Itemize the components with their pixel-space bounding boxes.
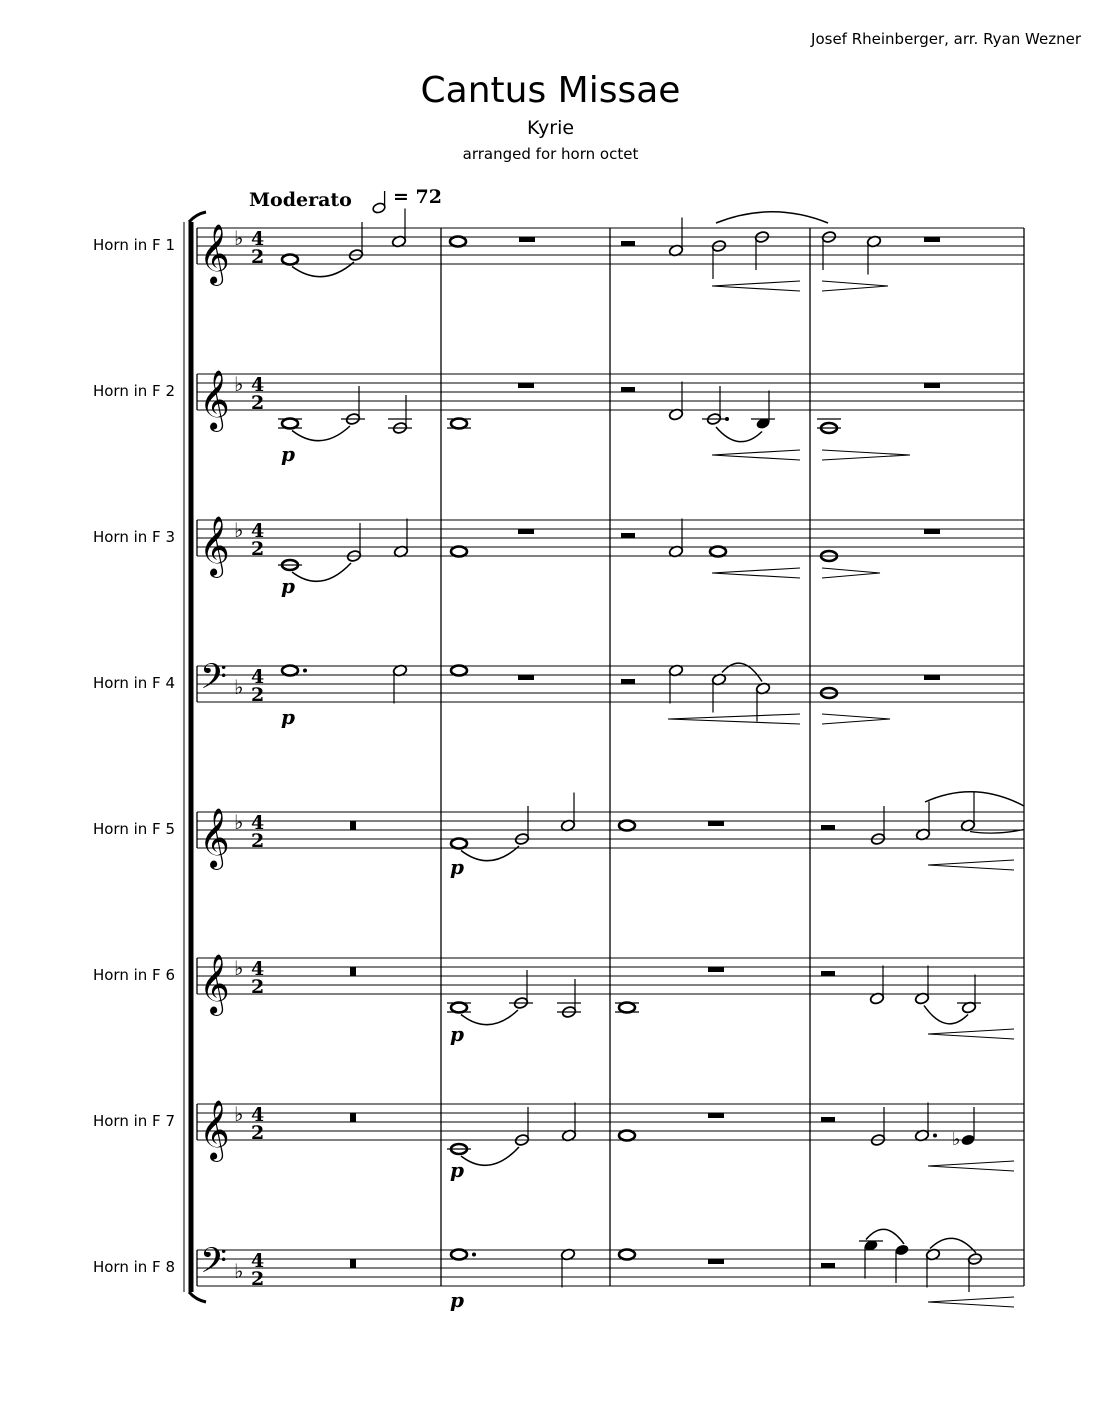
whole-note <box>451 839 467 849</box>
time-signature-denominator: 2 <box>251 684 265 706</box>
time-signature-denominator: 2 <box>251 246 265 268</box>
part-label: Horn in F 7 <box>92 1112 175 1130</box>
crescendo-hairpin <box>928 1029 1014 1039</box>
part-label: Horn in F 5 <box>92 820 175 838</box>
flat-icon: ♭ <box>234 810 244 834</box>
whole-note <box>451 1250 467 1260</box>
flat-icon: ♭ <box>234 1259 244 1283</box>
metronome-marking: = 72 <box>393 186 442 208</box>
whole-rest <box>519 237 535 242</box>
half-rest <box>621 241 635 246</box>
score-title: Cantus Missae <box>420 70 681 111</box>
whole-rest <box>518 529 534 534</box>
crescendo-hairpin <box>712 568 800 578</box>
treble-clef-icon: 𝄞 <box>199 370 230 430</box>
treble-clef-icon: 𝄞 <box>199 1100 230 1160</box>
time-signature-numerator: 4 <box>251 374 265 396</box>
whole-rest <box>708 1259 724 1264</box>
dynamic-piano: p <box>450 1158 464 1182</box>
treble-clef-icon: 𝄞 <box>199 808 230 868</box>
flat-icon: ♭ <box>234 675 244 699</box>
diminuendo-hairpin <box>822 450 910 460</box>
part-label: Horn in F 1 <box>92 236 175 254</box>
time-signature-denominator: 2 <box>251 1122 265 1144</box>
part-label: Horn in F 3 <box>92 528 175 546</box>
diminuendo-hairpin <box>822 568 880 578</box>
whole-rest <box>708 821 724 826</box>
whole-note <box>450 237 466 247</box>
time-signature-numerator: 4 <box>251 958 265 980</box>
augmentation-dot <box>303 669 307 673</box>
whole-rest <box>924 529 940 534</box>
flat-icon: ♭ <box>234 518 244 542</box>
whole-rest <box>518 383 534 388</box>
half-rest <box>621 387 635 392</box>
flat-icon: ♭ <box>234 1102 244 1126</box>
dynamic-piano: p <box>281 442 295 466</box>
treble-clef-icon: 𝄞 <box>199 516 230 576</box>
flat-icon: ♭ <box>952 1129 961 1150</box>
time-signature-denominator: 2 <box>251 538 265 560</box>
crescendo-hairpin <box>928 1161 1014 1171</box>
half-rest <box>821 1117 835 1122</box>
crescendo-hairpin <box>668 714 800 724</box>
part-label: Horn in F 2 <box>92 382 175 400</box>
part-label: Horn in F 6 <box>92 966 175 984</box>
dynamic-piano: p <box>450 855 464 879</box>
crescendo-hairpin <box>712 281 800 291</box>
treble-clef-icon: 𝄞 <box>199 224 230 284</box>
dynamic-piano: p <box>281 705 295 729</box>
system-bracket <box>189 212 206 222</box>
whole-note <box>710 547 726 557</box>
augmentation-dot <box>472 1253 476 1257</box>
whole-rest <box>708 967 724 972</box>
slur <box>716 212 828 223</box>
time-signature-numerator: 4 <box>251 1250 265 1272</box>
breve-rest <box>350 1259 356 1268</box>
time-signature-denominator: 2 <box>251 1268 265 1290</box>
time-signature-denominator: 2 <box>251 976 265 998</box>
whole-note <box>619 1131 635 1141</box>
diminuendo-hairpin <box>822 281 888 291</box>
half-rest <box>821 971 835 976</box>
flat-icon: ♭ <box>234 956 244 980</box>
time-signature-numerator: 4 <box>251 520 265 542</box>
whole-note <box>619 1003 635 1013</box>
time-signature-numerator: 4 <box>251 666 265 688</box>
whole-note <box>451 419 467 429</box>
part-label: Horn in F 4 <box>92 674 175 692</box>
composer-credit: Josef Rheinberger, arr. Ryan Wezner <box>811 30 1081 48</box>
breve-rest <box>350 1113 356 1122</box>
whole-note <box>282 666 298 676</box>
tempo-marking: Moderato <box>249 189 352 211</box>
quarter-note <box>894 1243 909 1256</box>
diminuendo-hairpin <box>822 714 890 724</box>
slur <box>924 1006 968 1024</box>
whole-rest <box>518 675 534 680</box>
dynamic-piano: p <box>450 1288 464 1312</box>
bass-clef-icon: 𝄢 <box>200 656 228 705</box>
time-signature-denominator: 2 <box>251 392 265 414</box>
whole-note <box>282 419 298 429</box>
half-rest <box>621 533 635 538</box>
system-bracket <box>189 1292 206 1302</box>
breve-rest <box>350 821 356 830</box>
whole-note <box>451 547 467 557</box>
slur <box>716 427 762 442</box>
whole-rest <box>924 237 940 242</box>
augmentation-dot <box>933 1134 937 1138</box>
flat-icon: ♭ <box>234 226 244 250</box>
dynamic-piano: p <box>281 574 295 598</box>
whole-rest <box>924 675 940 680</box>
whole-note <box>451 666 467 676</box>
flat-icon: ♭ <box>234 372 244 396</box>
score-arrangement-note: arranged for horn octet <box>462 145 639 163</box>
whole-note <box>451 1003 467 1013</box>
half-rest <box>821 825 835 830</box>
whole-rest <box>924 383 940 388</box>
slur <box>292 563 351 581</box>
half-rest <box>621 679 635 684</box>
quarter-note <box>960 1133 975 1146</box>
part-label: Horn in F 8 <box>92 1258 175 1276</box>
whole-note <box>619 1250 635 1260</box>
slur <box>461 1147 519 1165</box>
breve-rest <box>350 967 356 976</box>
half-rest <box>821 1263 835 1268</box>
crescendo-hairpin <box>928 860 1014 870</box>
treble-clef-icon: 𝄞 <box>199 954 230 1014</box>
time-signature-numerator: 4 <box>251 1104 265 1126</box>
score-subtitle: Kyrie <box>526 117 575 139</box>
bass-clef-icon: 𝄢 <box>200 1240 228 1289</box>
whole-note <box>282 255 298 265</box>
crescendo-hairpin <box>712 450 800 460</box>
whole-note <box>619 821 635 831</box>
time-signature-numerator: 4 <box>251 812 265 834</box>
whole-rest <box>708 1113 724 1118</box>
time-signature-denominator: 2 <box>251 830 265 852</box>
time-signature-numerator: 4 <box>251 228 265 250</box>
crescendo-hairpin <box>928 1297 1014 1307</box>
dynamic-piano: p <box>450 1022 464 1046</box>
